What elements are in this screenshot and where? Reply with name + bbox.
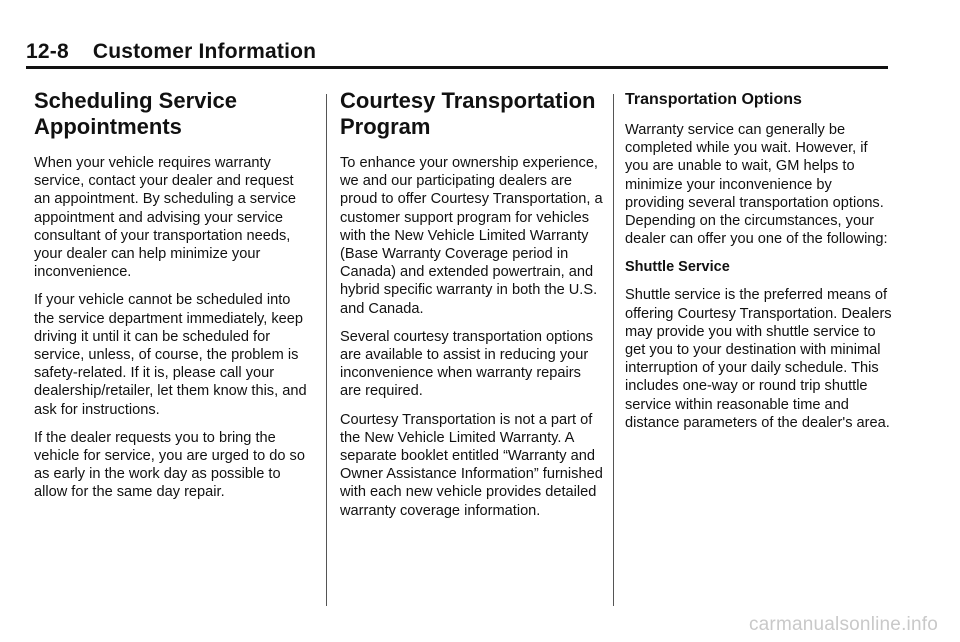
- watermark: carmanualsonline.info: [748, 614, 938, 635]
- header-text: [26, 40, 316, 64]
- paragraph: Courtesy Transportation is not a part of the New Vehicle Limited Warranty. A separate booklet entitled “Warranty and Owner Assistance Information” furnished with each new vehicle provides detailed warranty coverage information.: [340, 411, 603, 519]
- paragraph: To enhance your ownership experience, we and our participating dealers are proud to offer Courtesy Transportation, a customer support program for vehicles with the New Vehicle Limited Warranty (Base Warranty Coverage period in Canada) and extended powertrain, and hybrid specific warranty in both the U.S. and Canada.: [340, 155, 603, 317]
- column-courtesy-transportation: [340, 88, 604, 530]
- heading-scheduling-service: Scheduling Service Appointments: [34, 88, 237, 139]
- column-transportation-options: [625, 88, 895, 442]
- paragraph: If your vehicle cannot be scheduled into the service department immediately, keep driving it until it can be scheduled for service, unless, of course, the problem is safety-related. If it is, please call your dealership/retailer, let them know this, and ask for instructions.: [34, 292, 307, 418]
- paragraph: When your vehicle requires warranty service, contact your dealer and request an appointment. By scheduling a service appointment and advising your service consultant of your transportation needs, your dealer can help minimize your inconvenience.: [34, 155, 297, 281]
- page-number: 12-8: [26, 40, 69, 63]
- heading-transportation-options: Transportation Options: [625, 91, 802, 108]
- column-divider: [326, 94, 327, 606]
- paragraph: Warranty service can generally be completed while you wait. However, if you are unable to wait, GM helps to minimize your inconvenience by providing several transportation options. Depending on the circumstances, your dealer can offer you one of the following:: [625, 122, 888, 248]
- subheading-shuttle-service: Shuttle Service: [625, 259, 730, 276]
- page-header: [26, 38, 888, 69]
- section-title: Customer Information: [92, 40, 317, 63]
- column-divider: [613, 94, 614, 606]
- heading-courtesy-transportation: Courtesy Transportation Program: [340, 88, 596, 139]
- paragraph: Shuttle service is the preferred means of offering Courtesy Transportation. Dealers may provide you with shuttle service to get you to your destination with minimal interruption of your daily schedule. This includes one-way or round trip shuttle service within reasonable time and distance parameters of the dealer's area.: [625, 287, 892, 431]
- paragraph: If the dealer requests you to bring the vehicle for service, you are urged to do so as early in the work day as possible to allow for the same day repair.: [34, 429, 305, 501]
- column-scheduling-service: [34, 88, 312, 512]
- paragraph: Several courtesy transportation options are available to assist in reducing your inconvenience when warranty repairs are required.: [340, 328, 594, 400]
